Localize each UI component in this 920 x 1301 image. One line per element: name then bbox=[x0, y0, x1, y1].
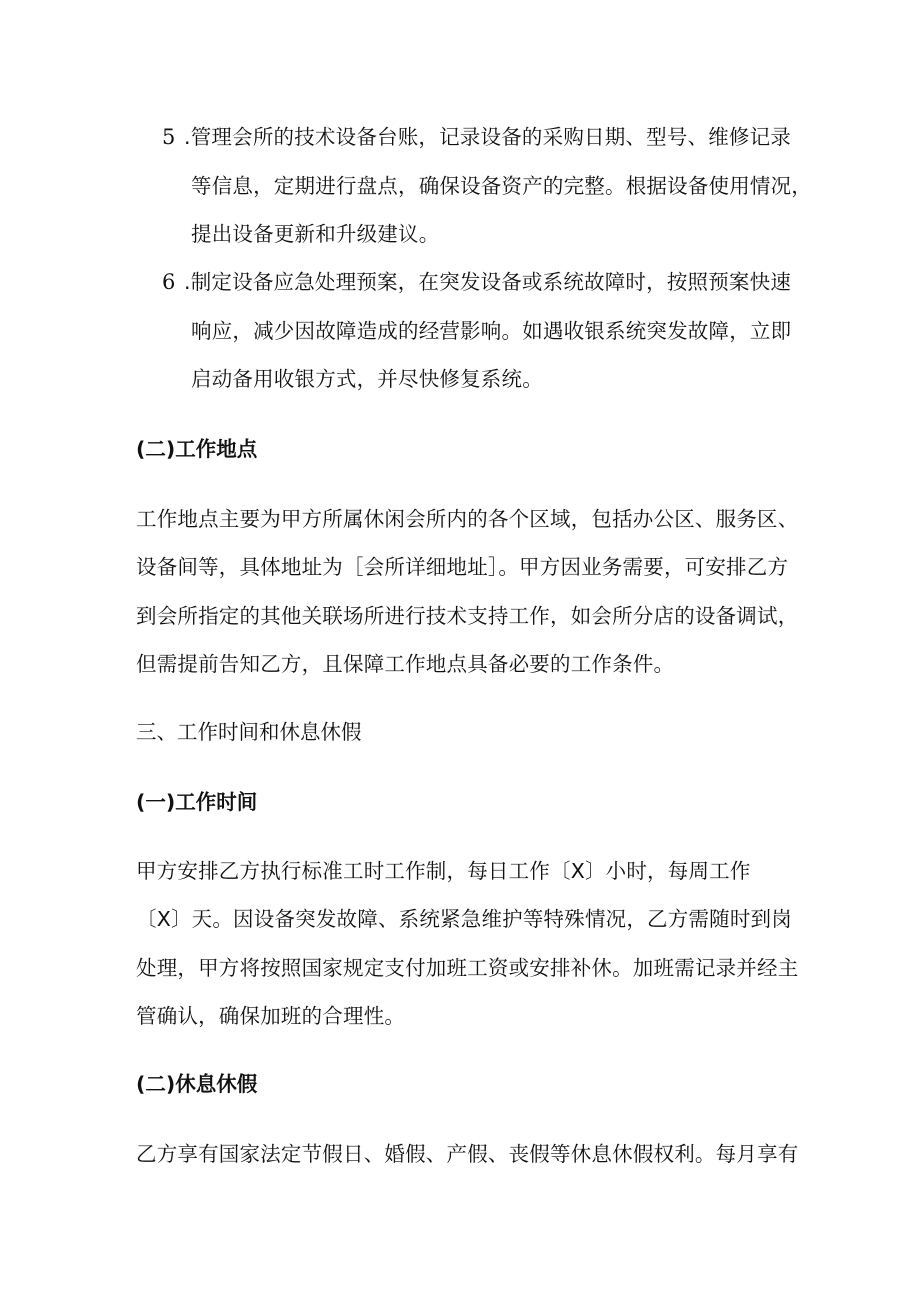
paragraph-line: 处理，甲方将按照国家规定支付加班工资或安排补休。加班需记录并经主 bbox=[136, 956, 799, 980]
section-three-title: 三、工作时间和休息休假 bbox=[136, 720, 362, 744]
paragraph-line: 甲方安排乙方执行标准工时工作制，每日工作〔X〕小时，每周工作 bbox=[136, 859, 751, 883]
workplace-heading: (二)工作地点 bbox=[136, 437, 258, 461]
list-item-line: .管理会所的技术设备台账，记录设备的采购日期、型号、维修记录 bbox=[184, 125, 792, 149]
paragraph-line: 工作地点主要为甲方所属休闲会所内的各个区域，包括办公区、服务区、 bbox=[136, 507, 799, 531]
paragraph-line: 乙方享有国家法定节假日、婚假、产假、丧假等休息休假权利。每月享有 bbox=[136, 1142, 799, 1166]
list-item-number: 6 bbox=[162, 270, 176, 294]
list-item-number: 5 bbox=[162, 125, 176, 149]
paragraph-line: 〔X〕天。因设备突发故障、系统紧急维护等特殊情况，乙方需随时到岗 bbox=[136, 907, 792, 931]
list-item-line: 启动备用收银方式，并尽快修复系统。 bbox=[191, 367, 543, 391]
rest-leave-heading: (二)休息休假 bbox=[136, 1072, 258, 1096]
list-item-line: .制定设备应急处理预案，在突发设备或系统故障时，按照预案快速 bbox=[184, 270, 792, 294]
paragraph-line: 到会所指定的其他关联场所进行技术支持工作，如会所分店的设备调试， bbox=[136, 604, 799, 628]
paragraph-line: 设备间等，具体地址为［会所详细地址］。甲方因业务需要，可安排乙方 bbox=[136, 555, 789, 579]
paragraph-line: 但需提前告知乙方，且保障工作地点具备必要的工作条件。 bbox=[136, 652, 675, 676]
work-time-heading: (一)工作时间 bbox=[136, 790, 258, 814]
paragraph-line: 管确认，确保加班的合理性。 bbox=[136, 1004, 406, 1028]
list-item-line: 提出设备更新和升级建议。 bbox=[191, 222, 440, 246]
list-item-line: 等信息，定期进行盘点，确保设备资产的完整。根据设备使用情况， bbox=[191, 174, 812, 198]
list-item-line: 响应，减少因故障造成的经营影响。如遇收银系统突发故障，立即 bbox=[191, 319, 792, 343]
